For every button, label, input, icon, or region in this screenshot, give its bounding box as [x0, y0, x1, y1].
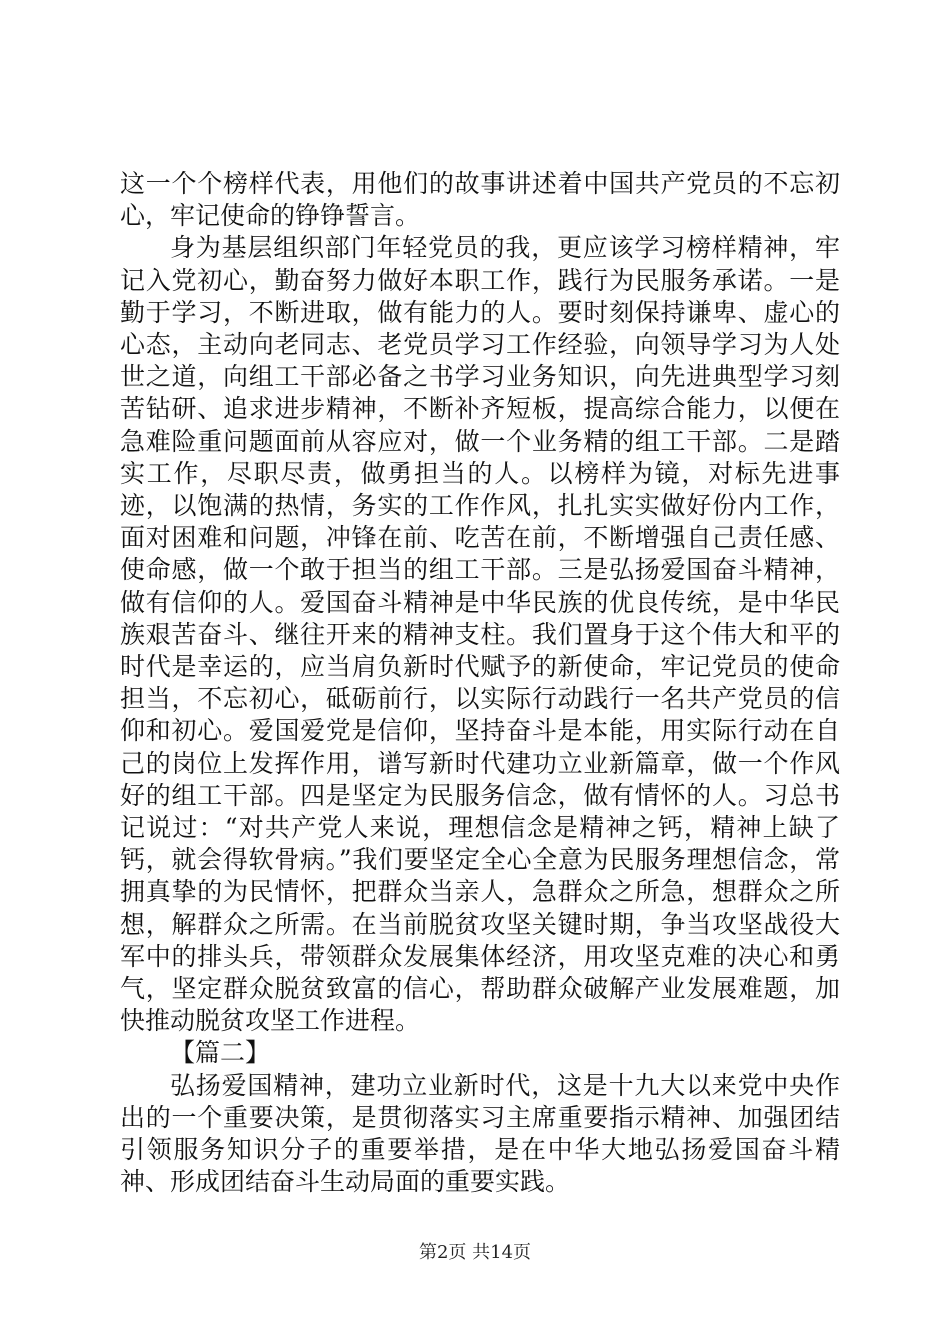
document-body — [120, 168, 840, 1199]
page-footer: 第2页 共14页 — [418, 1242, 532, 1263]
section-heading: 【篇二】 — [170, 1038, 271, 1068]
paragraph-intro-continuation: 这一个个榜样代表，用他们的故事讲述着中国共产党员的不忘初心，牢记使命的铮铮誓言。 — [120, 169, 840, 231]
paragraph-section-two: 弘扬爱国精神，建功立业新时代，这是十九大以来党中央作出的一个重要决策，是贯彻落实习主席重要指示精神、加强团结引领服务知识分子的重要举措，是在中华大地弘扬爱国奋斗精神、形成团结奋斗生动局面的重要实践。 — [120, 1070, 840, 1197]
paragraph-main: 身为基层组织部门年轻党员的我，更应该学习榜样精神，牢记入党初心，勤奋努力做好本职工作，践行为民服务承诺。一是勤于学习，不断进取，做有能力的人。要时刻保持谦卑、虚心的心态，主动向老同志、老党员学习工作经验，向领导学习为人处世之道，向组工干部必备之书学习业务知识，向先进典型学习刻苦钻研、追求进步精神，不断补齐短板，提高综合能力，以便在急难险重问题面前从容应对，做一个业务精的组工干部。二是踏实工作，尽职尽责，做勇担当的人。以榜样为镜，对标先进事迹，以饱满的热情，务实的工作作风，扎扎实实做好份内工作，面对困难和问题，冲锋在前、吃苦在前，不断增强自己责任感、使命感，做一个敢于担当的组工干部。三是弘扬爱国奋斗精神，做有信仰的人。爱国奋斗精神是中华民族的优良传统，是中华民族艰苦奋斗、继往开来的精神支柱。我们置身于这个伟大和平的时代是幸运的，应当肩负新时代赋予的新使命，牢记党员的使命担当，不忘初心，砥砺前行，以实际行动践行一名共产党员的信仰和初心。爱国爱党是信仰，坚持奋斗是本能，用实际行动在自己的岗位上发挥作用，谱写新时代建功立业新篇章，做一个作风好的组工干部。四是坚定为民服务信念，做有情怀的人。习总书记说过：“对共产党人来说，理想信念是精神之钙，精神上缺了钙，就会得软骨病。”我们要坚定全心全意为民服务理想信念，常拥真挚的为民情怀，把群众当亲人，急群众之所急，想群众之所想，解群众之所需。在当前脱贫攻坚关键时期，争当攻坚战役大军中的排头兵，带领群众发展集体经济，用攻坚克难的决心和勇气，坚定群众脱贫致富的信心，帮助群众破解产业发展难题，加快推动脱贫攻坚工作进程。 — [120, 233, 840, 1036]
